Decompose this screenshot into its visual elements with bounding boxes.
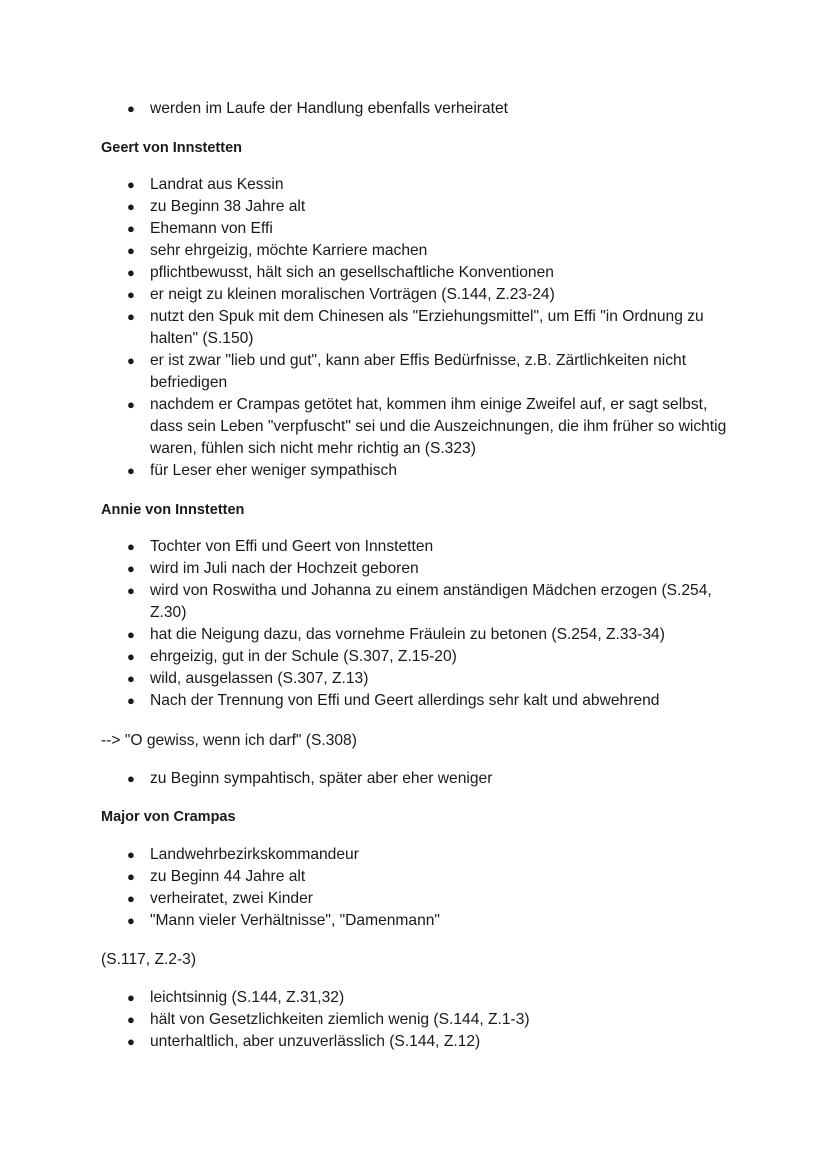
annie-quote: --> "O gewiss, wenn ich darf" (S.308) bbox=[101, 732, 357, 749]
bullet-icon: ● bbox=[127, 539, 135, 554]
annie-after-list bbox=[125, 768, 735, 790]
list-item: ● zu Beginn 38 Jahre alt bbox=[125, 196, 735, 218]
bullet-icon: ● bbox=[127, 561, 135, 576]
bullet-icon: ● bbox=[127, 1012, 135, 1027]
list-item: ● ehrgeizig, gut in der Schule (S.307, Z.15-20) bbox=[125, 646, 735, 668]
list-item: ● pflichtbewusst, hält sich an gesellschaftliche Konventionen bbox=[125, 262, 735, 284]
list-item: ● Nach der Trennung von Effi und Geert allerdings sehr kalt und abwehrend bbox=[125, 690, 735, 712]
list-item: ● verheiratet, zwei Kinder bbox=[125, 888, 735, 910]
annie-list bbox=[125, 536, 735, 712]
bullet-icon: ● bbox=[127, 397, 135, 412]
crampas-reference: (S.117, Z.2-3) bbox=[101, 951, 197, 968]
bullet-icon: ● bbox=[127, 243, 135, 258]
list-item: ● leichtsinnig (S.144, Z.31,32) bbox=[125, 987, 735, 1009]
bullet-icon: ● bbox=[127, 353, 135, 368]
bullet-icon: ● bbox=[127, 990, 135, 1005]
bullet-icon: ● bbox=[127, 265, 135, 280]
list-item: ● werden im Laufe der Handlung ebenfalls verheiratet bbox=[125, 98, 735, 120]
list-item: ● zu Beginn 44 Jahre alt bbox=[125, 866, 735, 888]
section-heading-crampas: Major von Crampas bbox=[101, 809, 236, 825]
list-item: ● wild, ausgelassen (S.307, Z.13) bbox=[125, 668, 735, 690]
list-item: ● für Leser eher weniger sympathisch bbox=[125, 460, 735, 482]
section-heading-geert: Geert von Innstetten bbox=[101, 140, 242, 156]
intro-list bbox=[125, 98, 735, 120]
list-item: ● Landrat aus Kessin bbox=[125, 174, 735, 196]
bullet-icon: ● bbox=[127, 891, 135, 906]
list-item: ● Landwehrbezirkskommandeur bbox=[125, 844, 735, 866]
bullet-icon: ● bbox=[127, 463, 135, 478]
list-item: ● er ist zwar "lieb und gut", kann aber Effis Bedürfnisse, z.B. Zärtlichkeiten nicht befriedigen bbox=[127, 352, 687, 391]
bullet-icon: ● bbox=[127, 583, 135, 598]
list-item: ● Ehemann von Effi bbox=[125, 218, 735, 240]
bullet-icon: ● bbox=[127, 869, 135, 884]
bullet-icon: ● bbox=[127, 771, 135, 786]
bullet-icon: ● bbox=[127, 913, 135, 928]
bullet-icon: ● bbox=[127, 101, 135, 116]
geert-list bbox=[125, 174, 735, 482]
bullet-icon: ● bbox=[127, 693, 135, 708]
bullet-icon: ● bbox=[127, 309, 135, 324]
bullet-icon: ● bbox=[127, 199, 135, 214]
crampas-after-list bbox=[125, 987, 735, 1053]
bullet-icon: ● bbox=[127, 287, 135, 302]
bullet-icon: ● bbox=[127, 649, 135, 664]
section-heading-annie: Annie von Innstetten bbox=[101, 502, 245, 518]
list-item: ● zu Beginn sympahtisch, später aber eher weniger bbox=[125, 768, 735, 790]
list-item: ● nutzt den Spuk mit dem Chinesen als "Erziehungsmittel", um Effi "in Ordnung zu halten" (S.150) bbox=[127, 308, 704, 347]
list-item: ● "Mann vieler Verhältnisse", "Damenmann" bbox=[125, 910, 735, 932]
bullet-icon: ● bbox=[127, 221, 135, 236]
bullet-icon: ● bbox=[127, 1034, 135, 1049]
list-item: ● hält von Gesetzlichkeiten ziemlich wenig (S.144, Z.1-3) bbox=[125, 1009, 735, 1031]
bullet-icon: ● bbox=[127, 671, 135, 686]
list-item: ● wird von Roswitha und Johanna zu einem anständigen Mädchen erzogen (S.254, Z.30) bbox=[127, 582, 712, 621]
list-item: ● Tochter von Effi und Geert von Innstetten bbox=[125, 536, 735, 558]
list-item: ● hat die Neigung dazu, das vornehme Fräulein zu betonen (S.254, Z.33-34) bbox=[125, 624, 735, 646]
bullet-icon: ● bbox=[127, 177, 135, 192]
bullet-icon: ● bbox=[127, 627, 135, 642]
list-item: ● sehr ehrgeizig, möchte Karriere machen bbox=[125, 240, 735, 262]
list-item: ● unterhaltlich, aber unzuverlässlich (S.144, Z.12) bbox=[125, 1031, 735, 1053]
crampas-list bbox=[125, 844, 735, 932]
list-item: ● nachdem er Crampas getötet hat, kommen ihm einige Zweifel auf, er sagt selbst, dass sein Leben "verpfuscht" sei und die Auszeichnungen, die ihm früher so wichtig waren, fühlen sich nicht mehr richtig an (S.323) bbox=[127, 396, 727, 457]
list-item: ● er neigt zu kleinen moralischen Vorträgen (S.144, Z.23-24) bbox=[125, 284, 735, 306]
bullet-icon: ● bbox=[127, 847, 135, 862]
list-item: ● wird im Juli nach der Hochzeit geboren bbox=[125, 558, 735, 580]
